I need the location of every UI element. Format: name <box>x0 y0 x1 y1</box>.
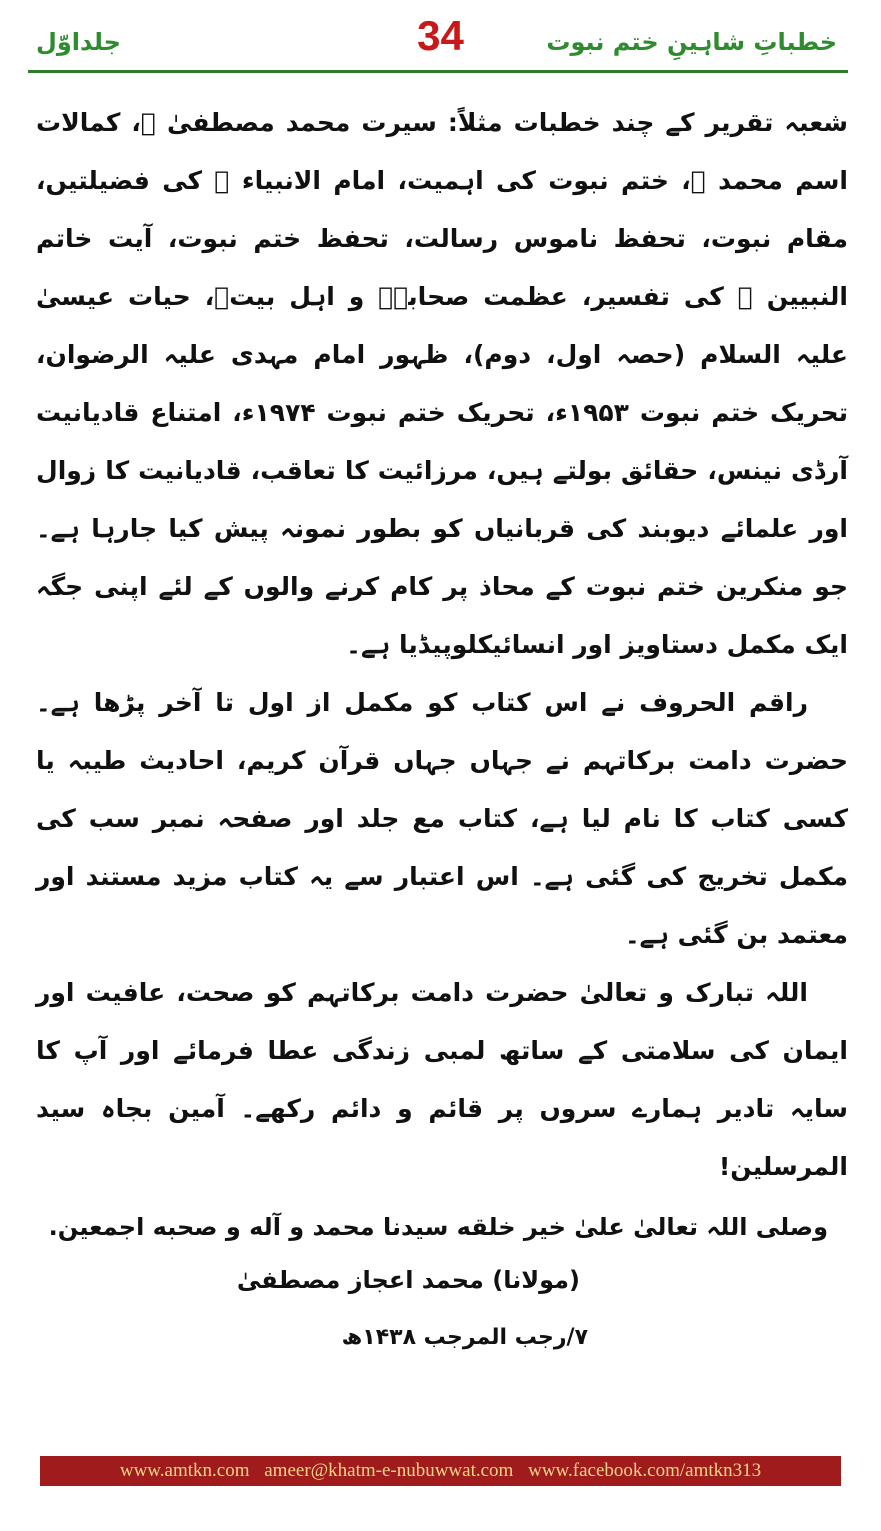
footer-bar <box>40 1456 841 1486</box>
date-line: ۷/رجب المرجب ۱۴۳۸ھ <box>341 1325 588 1350</box>
volume-label: جلداوّل <box>36 28 121 56</box>
footer-email-link[interactable]: ameer@khatm-e-nubuwwat.com <box>264 1460 514 1481</box>
page-number: 34 <box>417 12 464 59</box>
page-body <box>36 94 848 1358</box>
footer-website-link[interactable]: www.amtkn.com <box>119 1460 250 1481</box>
paragraph-sermons-list: شعبہ تقریر کے چند خطبات مثلاً: سیرت محمد مصطفیٰ ﷺ، کمالات اسم محمد ﷺ، ختم نبوت کی اہمیت، امام الانبیاء ﷺ کی فضیلتیں، مقام نبوت، تحفظ ناموس رسالت، تحفظ ختم نبوت، آیت خاتم النبیین ﷺ کی تفسیر، عظمت صحابہؓ و اہل بیتؓ، حیات عیسیٰ علیہ السلام (حصہ اول، دوم)، ظہور امام مہدی علیہ الرضوان، تحریک ختم نبوت ۱۹۵۳ء، تحریک ختم نبوت ۱۹۷۴ء، امتناع قادیانیت آرڈی نینس، حقائق بولتے ہیں، مرزائیت کا تعاقب، قادیانیت کا زوال اور علمائے دیوبند کی قربانیاں کو بطور نمونہ پیش کیا جارہا ہے۔ جو منکرین ختم نبوت کے محاذ پر کام کرنے والوں کے لئے اپنی جگہ ایک مکمل دستاویز اور انسائیکلوپیڈیا ہے۔ <box>36 108 848 659</box>
author-signature: (مولانا) محمد اعجاز مصطفیٰ <box>236 1266 580 1294</box>
book-title: خطباتِ شاہینِ ختم نبوت <box>546 28 837 56</box>
salutation: وصلی اللہ تعالیٰ علیٰ خیر خلقه سیدنا محمد و آله و صحبه اجمعین. <box>48 1213 828 1241</box>
paragraph-prayer: اللہ تبارک و تعالیٰ حضرت دامت برکاتہم کو صحت، عافیت اور ایمان کی سلامتی کے ساتھ لمبی زندگی عطا فرمائے اور آپ کا سایہ تادیر ہمارے سروں پر قائم و دائم رکھے۔ آمین بجاہ سید المرسلین! <box>36 978 848 1181</box>
header-divider <box>28 70 848 73</box>
page-header <box>0 0 881 74</box>
paragraph-review: راقم الحروف نے اس کتاب کو مکمل از اول تا آخر پڑھا ہے۔ حضرت دامت برکاتہم نے جہاں جہاں قرآن کریم، احادیث طیبہ یا کسی کتاب کا نام لیا ہے، کتاب مع جلد اور صفحہ نمبر سب کی مکمل تخریج کی گئی ہے۔ اس اعتبار سے یہ کتاب مزید مستند اور معتمد بن گئی ہے۔ <box>36 688 848 949</box>
footer-facebook-link[interactable]: www.facebook.com/amtkn313 <box>528 1460 762 1481</box>
